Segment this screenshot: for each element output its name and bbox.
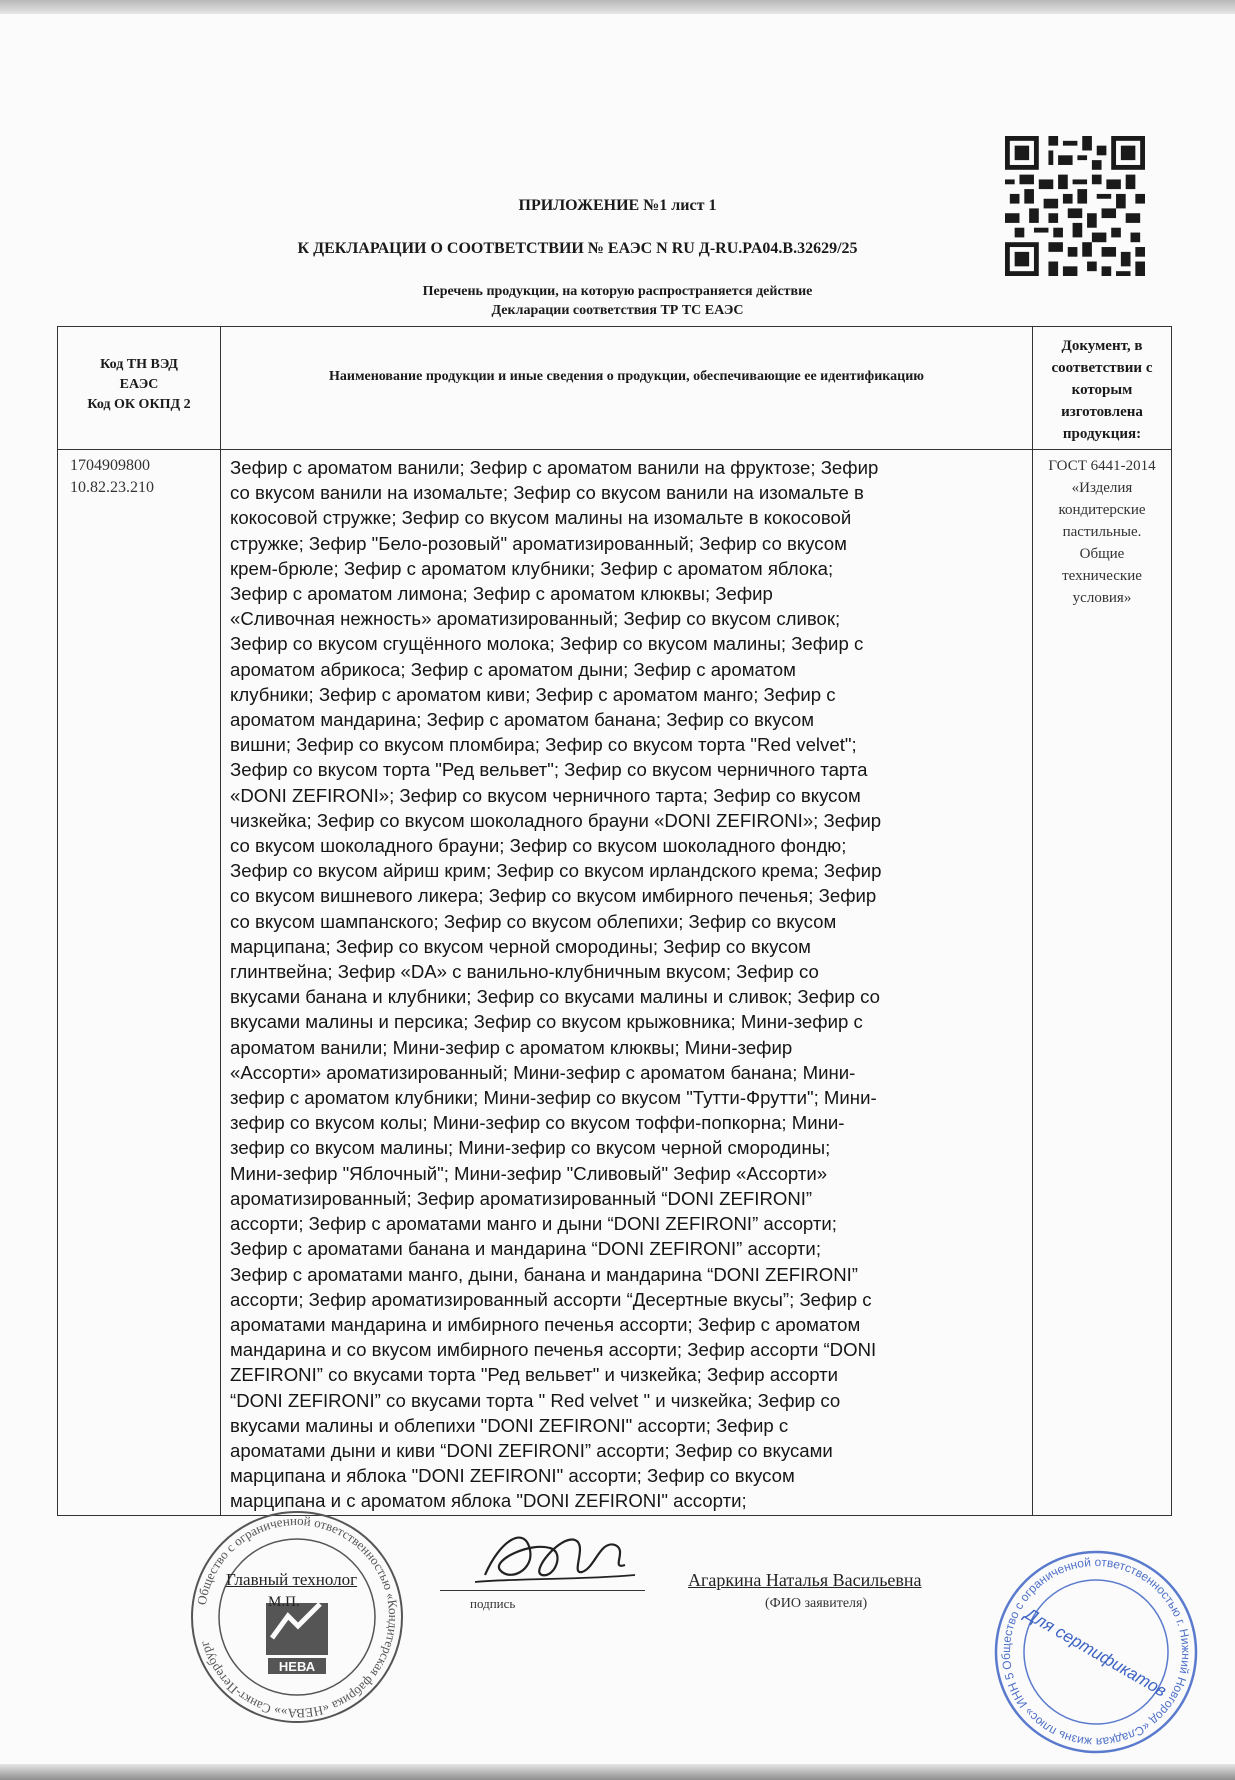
- description-line: «DONI ZEFIRONI»; Зефир со вкусом черничного тарта; Зефир со вкусом: [230, 784, 861, 806]
- standard-line: ГОСТ 6441-2014: [1048, 458, 1156, 474]
- header-codes-line-2: ЕАЭС: [119, 377, 159, 392]
- standard-line: Общие: [1079, 546, 1125, 562]
- header-document-line-2: соответствии с: [1051, 360, 1153, 376]
- description-line: Зефир с ароматом ванили; Зефир с ароматом ванили на фруктозе; Зефир: [230, 457, 879, 478]
- table-header-row: [58, 327, 1172, 450]
- description-line: ассорти; Зефир с ароматами манго и дыни “DONI ZEFIRONI” ассорти;: [230, 1213, 837, 1235]
- description-line: зефир с ароматом клубники; Мини-зефир со вкусом "Тутти-Фрутти"; Мини-: [230, 1087, 877, 1109]
- signer-name-caption: (ФИО заявителя): [765, 1596, 868, 1611]
- description-line: Мини-зефир "Яблочный"; Мини-зефир "Сливовый" Зефир «Ассорти»: [230, 1162, 828, 1184]
- product-codes: [58, 450, 221, 1516]
- left-company-stamp: [188, 1508, 406, 1726]
- standard-line: технические: [1062, 568, 1142, 584]
- subtitle-line-1: Перечень продукции, на которую распространяется действие: [422, 284, 813, 299]
- description-line: марципана; Зефир со вкусом черной смородины; Зефир со вкусом: [230, 935, 811, 957]
- description-line: Зефир со вкусом сгущённого молока; Зефир со вкусом малины; Зефир с: [230, 633, 864, 655]
- okpd2-code: 10.82.23.210: [70, 479, 154, 496]
- standard-document: [1033, 450, 1172, 1516]
- description-line: зефир со вкусом колы; Мини-зефир со вкусом тоффи-попкорна; Мини-: [230, 1112, 845, 1134]
- header-document-line-5: продукция:: [1062, 426, 1142, 442]
- standard-line: «Изделия: [1071, 480, 1133, 496]
- standard-line: пастильные.: [1062, 524, 1142, 540]
- product-description: [221, 450, 1033, 1516]
- header-codes-line-3: Код ОК ОКПД 2: [87, 397, 191, 412]
- description-line: мандарина и со вкусом имбирного печенья ассорти; Зефир ассорти “DONI: [230, 1339, 877, 1361]
- description-line: глинтвейна; Зефир «DA» с ванильно-клубничным вкусом; Зефир со: [230, 961, 819, 983]
- description-line: марципана и с ароматом яблока "DONI ZEFIRONI" ассорти;: [230, 1490, 747, 1512]
- description-line: клубники; Зефир с ароматом киви; Зефир с ароматом манго; Зефир с: [230, 683, 836, 705]
- header-document-line-3: которым: [1071, 382, 1133, 398]
- description-line: ароматом абрикоса; Зефир с ароматом дыни; Зефир с ароматом: [230, 658, 796, 680]
- description-line: Зефир со вкусом айриш крим; Зефир со вкусом ирландского крема; Зефир: [230, 860, 882, 882]
- right-company-stamp: [992, 1548, 1200, 1756]
- description-line: вишни; Зефир со вкусом пломбира; Зефир со вкусом торта "Red velvet";: [230, 734, 857, 756]
- description-line: Зефир с ароматом лимона; Зефир с ароматом клюквы; Зефир: [230, 583, 773, 605]
- description-line: ароматизированный; Зефир ароматизированный “DONI ZEFIRONI”: [230, 1187, 813, 1209]
- description-line: чизкейка; Зефир со вкусом шоколадного брауни «DONI ZEFIRONI»; Зефир: [230, 809, 882, 831]
- description-line: «Ассорти» ароматизированный; Мини-зефир с ароматом банана; Мини-: [230, 1061, 856, 1083]
- list-subtitle: [0, 282, 1235, 320]
- signer-role: Главный технолог: [226, 1570, 358, 1589]
- description-line: Зефир с ароматами манго, дыни, банана и мандарина “DONI ZEFIRONI”: [230, 1263, 858, 1285]
- header-product-name: Наименование продукции и иные сведения о продукции, обеспечивающие ее идентификацию: [221, 327, 1033, 450]
- right-stamp-center-text: Для сертификатов: [1021, 1604, 1170, 1701]
- description-line: ароматом ванили; Мини-зефир с ароматом клюквы; Мини-зефир: [230, 1036, 793, 1058]
- description-line: вкусами малины и персика; Зефир со вкусом крыжовника; Мини-зефир с: [230, 1011, 863, 1033]
- signature-caption: подпись: [470, 1596, 516, 1611]
- description-line: «Сливочная нежность» ароматизированный; Зефир со вкусом сливок;: [230, 608, 841, 630]
- product-table: [57, 326, 1172, 1516]
- description-line: со вкусом ванили на изомальте; Зефир со вкусом ванили на изомальте в: [230, 482, 864, 504]
- description-line: ассорти; Зефир ароматизированный ассорти “Десертные вкусы”; Зефир с: [230, 1288, 872, 1310]
- header-document-line-4: изготовлена: [1061, 404, 1143, 420]
- seal-placeholder-label: М.П.: [268, 1594, 300, 1610]
- description-line: марципана и яблока "DONI ZEFIRONI" ассорти; Зефир со вкусом: [230, 1465, 795, 1487]
- table-row: [58, 450, 1172, 1516]
- standard-line: условия»: [1072, 590, 1132, 606]
- signer-name: Агаркина Наталья Васильевна: [688, 1570, 922, 1590]
- declaration-number: К ДЕКЛАРАЦИИ О СООТВЕТСТВИИ № ЕАЭС N RU Д-RU.PA04.B.32629/25: [297, 240, 858, 257]
- description-line: зефир со вкусом малины; Мини-зефир со вкусом черной смородины;: [230, 1137, 831, 1159]
- description-line: ZEFIRONI” со вкусами торта "Ред вельвет" и чизкейка; Зефир ассорти: [230, 1364, 839, 1386]
- subtitle-line-2: Декларации соответствия ТР ТС ЕАЭС: [491, 303, 744, 318]
- svg-text:НЕВА: НЕВА: [278, 1659, 316, 1674]
- appendix-title: ПРИЛОЖЕНИЕ №1 лист 1: [518, 197, 717, 214]
- scan-edge-bottom: [0, 1764, 1235, 1780]
- stamp-logo-icon: [266, 1603, 328, 1674]
- signature-line: [440, 1590, 645, 1591]
- header-document: [1033, 327, 1172, 450]
- right-stamp-ring-text: Общество с ограниченной ответственностью г. Нижний Новгород «Сладкая жизнь плюс» ИНН 5258054000: [998, 1554, 1194, 1750]
- tn-ved-code: 1704909800: [70, 457, 150, 474]
- header-codes: [58, 327, 221, 450]
- description-line: “DONI ZEFIRONI” со вкусами торта " Red velvet " и чизкейка; Зефир со: [230, 1389, 841, 1411]
- description-line: со вкусом шампанского; Зефир со вкусом облепихи; Зефир со вкусом: [230, 910, 837, 932]
- description-line: ароматами дыни и киви “DONI ZEFIRONI” ассорти; Зефир со вкусами: [230, 1439, 833, 1461]
- description-line: кокосовой стружке; Зефир со вкусом малины на изомальте в кокосовой: [230, 507, 852, 529]
- scan-edge-top: [0, 0, 1235, 14]
- standard-line: кондитерские: [1058, 502, 1146, 518]
- description-line: вкусами малины и облепихи "DONI ZEFIRONI" ассорти; Зефир с: [230, 1414, 789, 1436]
- left-stamp-ring-text: Общество с ограниченной ответственностью «Кондитерская фабрика «НЕВА»» Санкт-Петербург: [193, 1512, 402, 1722]
- description-line: Зефир со вкусом торта "Ред вельвет"; Зефир со вкусом черничного тарта: [230, 759, 868, 781]
- description-line: стружке; Зефир "Бело-розовый" ароматизированный; Зефир со вкусом: [230, 532, 847, 554]
- description-line: со вкусом вишневого ликера; Зефир со вкусом имбирного печенья; Зефир: [230, 885, 877, 907]
- description-line: со вкусом шоколадного брауни; Зефир со вкусом шоколадного фондю;: [230, 835, 847, 857]
- description-line: крем-брюле; Зефир с ароматом клубники; Зефир с ароматом яблока;: [230, 557, 834, 579]
- description-line: вкусами банана и клубники; Зефир со вкусами малины и сливок; Зефир со: [230, 986, 881, 1008]
- description-line: Зефир с ароматами банана и мандарина “DONI ZEFIRONI” ассорти;: [230, 1238, 821, 1260]
- handwritten-signature: [470, 1520, 640, 1600]
- header-document-line-1: Документ, в: [1061, 338, 1143, 354]
- description-line: ароматом мандарина; Зефир с ароматом банана; Зефир со вкусом: [230, 709, 814, 731]
- qr-code: [1005, 136, 1145, 276]
- header-codes-line-1: Код ТН ВЭД: [100, 357, 178, 372]
- description-line: ароматами мандарина и имбирного печенья ассорти; Зефир с ароматом: [230, 1313, 861, 1335]
